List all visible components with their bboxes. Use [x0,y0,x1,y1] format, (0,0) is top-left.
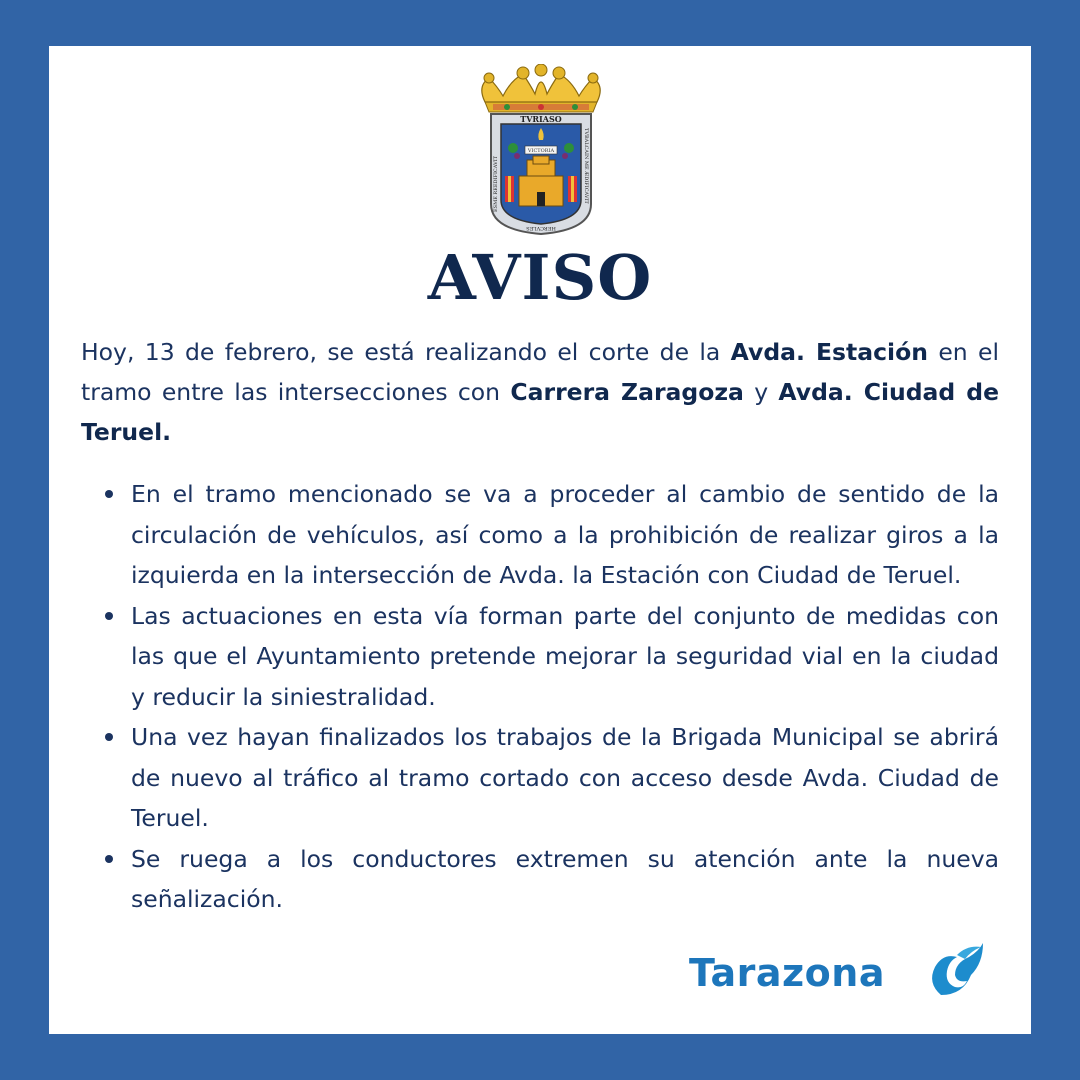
crest-banner-text: VICTORIA [527,148,555,154]
crest-left-motto: ESME REEDIFICAVIT [493,155,499,212]
street-name: Avda. Ciudad de Teruel. [81,378,1000,446]
page-title: AVISO [427,241,653,314]
crest-right-motto: TVBALCAIN ME ÆDIFICAVIT [583,128,589,204]
crest-top-motto: TVRIASO [520,114,562,124]
intro-text: en el tramo entre las intersecciones con [81,338,1000,406]
bullet-icon [105,855,113,863]
list-item-text: En el tramo mencionado se va a proceder al cambio de sentido de la circulación de vehículos, así como a la prohibición de realizar giros a la izquierda en la intersección de Avda. la Estación con Ciudad de Teruel. [131,480,999,589]
logo-text: Tarazona [689,951,885,995]
bullet-icon [105,733,113,741]
list-item-text: Las actuaciones en esta vía forman parte del conjunto de medidas con las que el Ayuntamiento pretende mejorar la seguridad vial en la ciudad y reducir la siniestralidad. [131,601,999,711]
street-name: Carrera Zaragoza [510,378,744,406]
notice-card [49,46,1031,1034]
intro-text: y [743,378,779,406]
bullet-icon [105,490,113,498]
notice-list [81,474,999,920]
list-item [81,839,999,920]
bullet-icon [105,612,113,620]
list-item [81,596,999,718]
list-item-text: Una vez hayan finalizados los trabajos de la Brigada Municipal se abrirá de nuevo al tráfico al tramo cortado con acceso desde Avda. Ciudad de Teruel. [131,723,999,832]
intro-paragraph [81,332,999,452]
list-item [81,474,999,596]
swirl-icon [927,943,983,1003]
crest-bottom-motto: HERCVLES [526,225,556,231]
list-item-text: Se ruega a los conductores extremen su atención ante la nueva señalización. [131,844,999,913]
coat-of-arms-icon [467,64,615,236]
list-item [81,717,999,839]
intro-text: Hoy, 13 de febrero, se está realizando el corte de la [81,338,731,366]
street-name: Avda. Estación [730,338,928,366]
tarazona-logo [689,943,989,1007]
